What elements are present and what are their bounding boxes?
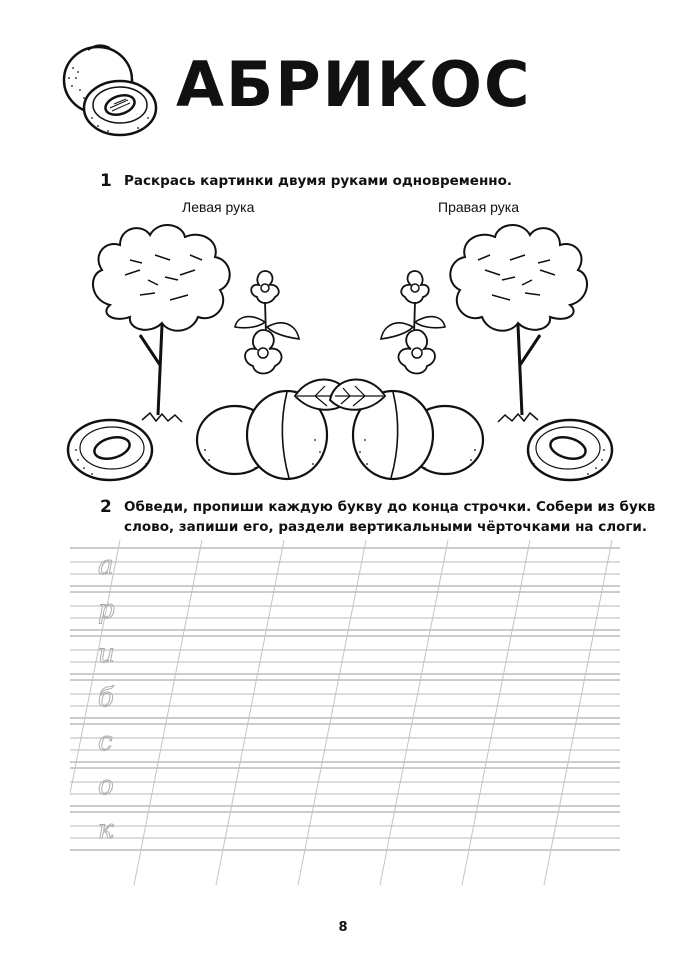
trace-letter: с [98, 727, 113, 757]
right-hand-label: Правая рука [438, 199, 520, 215]
task-2-text-line-1: Обведи, пропиши каждую букву до конца строчки. Собери из букв [124, 499, 656, 515]
tree-right-icon [450, 225, 587, 422]
page-number: 8 [338, 920, 348, 935]
left-hand-label: Левая рука [182, 199, 255, 215]
apricots-left-icon [197, 380, 350, 479]
trace-letter: р [98, 595, 115, 625]
flowers-left-icon [235, 271, 299, 374]
apricot-half-left-icon [68, 420, 152, 480]
trace-letter: к [98, 815, 114, 845]
tree-left-icon [93, 225, 230, 422]
apricot-header-icon [58, 38, 160, 140]
trace-letter: и [98, 639, 115, 669]
trace-letter: б [98, 683, 114, 713]
page-title: АБРИКОС [176, 48, 532, 121]
apricot-half-right-icon [528, 420, 612, 480]
handwriting-practice-lines[interactable] [70, 540, 620, 890]
trace-letter: о [98, 771, 114, 801]
coloring-picture [60, 215, 620, 490]
task-2-number: 2 [100, 497, 112, 517]
flowers-right-icon [381, 271, 445, 374]
task-1-number: 1 [100, 171, 112, 191]
apricots-right-icon [330, 380, 483, 479]
task-1-text: Раскрась картинки двумя руками одновременно. [124, 173, 513, 189]
task-2-text-line-2: слово, запиши его, раздели вертикальными чёрточками на слоги. [124, 519, 648, 535]
trace-letter: а [98, 551, 114, 581]
